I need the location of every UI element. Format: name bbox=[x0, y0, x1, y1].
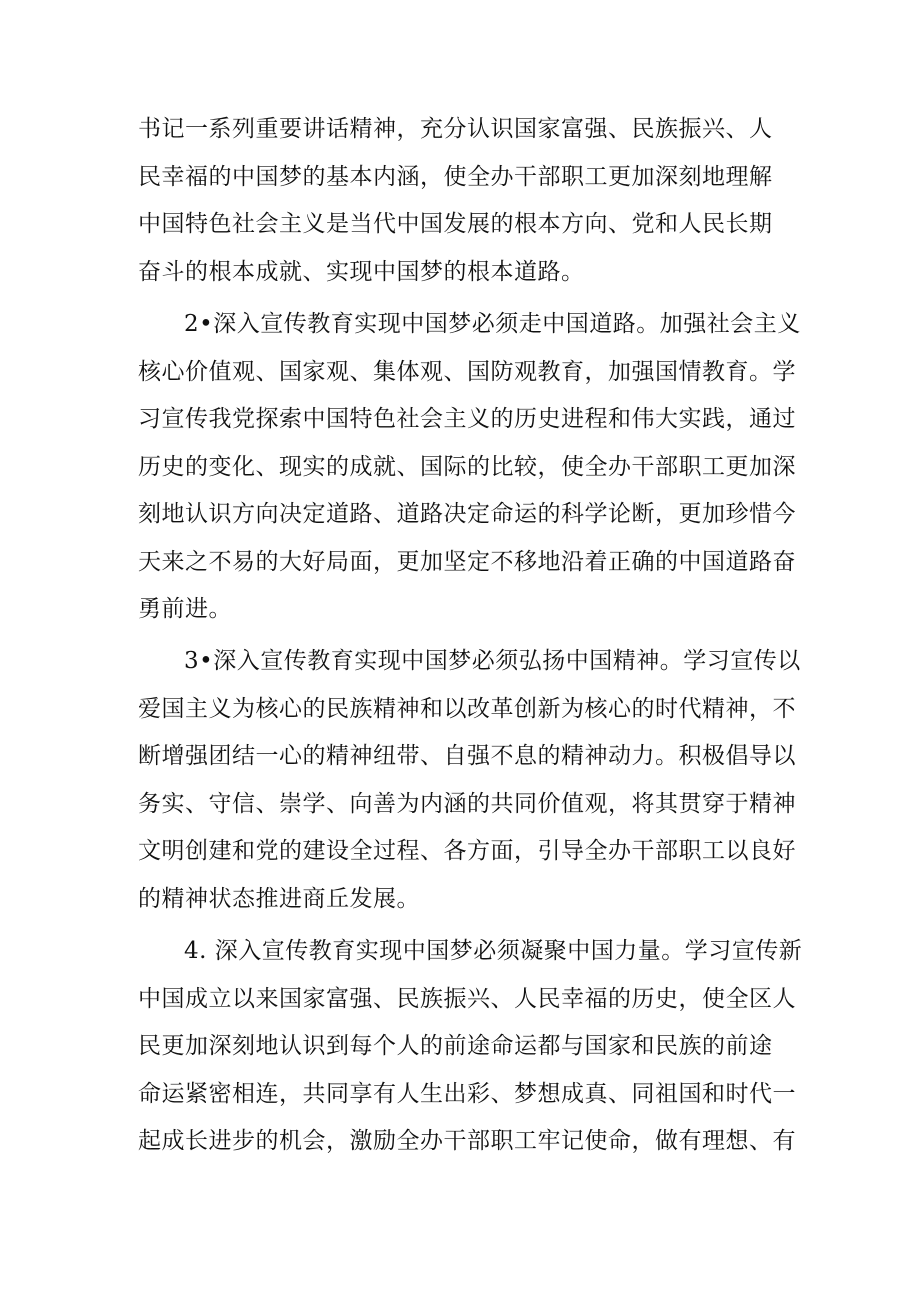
paragraph-line: 勇前进。 bbox=[138, 596, 232, 622]
paragraph-line: 天来之不易的大好局面，更加坚定不移地沿着正确的中国道路奋 bbox=[138, 548, 796, 575]
paragraph-line: 习宣传我党探索中国特色社会主义的历史进程和伟大实践，通过 bbox=[138, 406, 796, 432]
paragraph-line: 起成长进步的机会，激励全办干部职工牢记使命，做有理想、有 bbox=[138, 1128, 796, 1154]
paragraph-line: 历史的变化、现实的成就、国际的比较，使全办干部职工更加深 bbox=[138, 453, 796, 480]
paragraph-line: 刻地认识方向决定道路、道路决定命运的科学论断，更加珍惜今 bbox=[138, 501, 796, 527]
paragraph-line: 中国成立以来国家富强、民族振兴、人民幸福的历史，使全区人 bbox=[138, 985, 796, 1012]
paragraph-line: 的精神状态推进商丘发展。 bbox=[138, 885, 420, 912]
paragraph-line: 务实、守信、崇学、向善为内涵的共同价值观，将其贯穿于精神 bbox=[138, 790, 796, 817]
paragraph-line: 民幸福的中国梦的基本内涵，使全办干部职工更加深刻地理解 bbox=[138, 163, 773, 190]
paragraph-line: 奋斗的根本成就、实现中国梦的根本道路。 bbox=[138, 258, 585, 285]
paragraph-3 bbox=[138, 638, 801, 923]
paragraph-4 bbox=[138, 928, 803, 1166]
paragraph-line: 中国特色社会主义是当代中国发展的根本方向、党和人民长期 bbox=[138, 211, 773, 237]
paragraph-line: 书记一系列重要讲话精神，充分认识国家富强、民族振兴、人 bbox=[138, 116, 773, 142]
paragraph-line: 2•深入宣传教育实现中国梦必须走中国道路。加强社会主义 bbox=[184, 311, 801, 337]
paragraph-line: 命运紧密相连，共同享有人生出彩、梦想成真、同祖国和时代一 bbox=[138, 1080, 796, 1107]
paragraph-line: 4. 深入宣传教育实现中国梦必须凝聚中国力量。学习宣传新 bbox=[184, 938, 803, 964]
paragraph-2 bbox=[138, 301, 801, 634]
paragraph-line: 文明创建和党的建设全过程、各方面，引导全办干部职工以良好 bbox=[138, 838, 796, 864]
paragraph-1 bbox=[138, 106, 788, 296]
paragraph-line: 爱国主义为核心的民族精神和以改革创新为核心的时代精神，不 bbox=[138, 695, 796, 722]
paragraph-line: 民更加深刻地认识到每个人的前途命运都与国家和民族的前途 bbox=[138, 1033, 773, 1059]
paragraph-line: 3•深入宣传教育实现中国梦必须弘扬中国精神。学习宣传以 bbox=[184, 648, 801, 674]
paragraph-line: 核心价值观、国家观、集体观、国防观教育，加强国情教育。学 bbox=[138, 358, 796, 385]
paragraph-line: 断增强团结一心的精神纽带、自强不息的精神动力。积极倡导以 bbox=[138, 743, 796, 769]
